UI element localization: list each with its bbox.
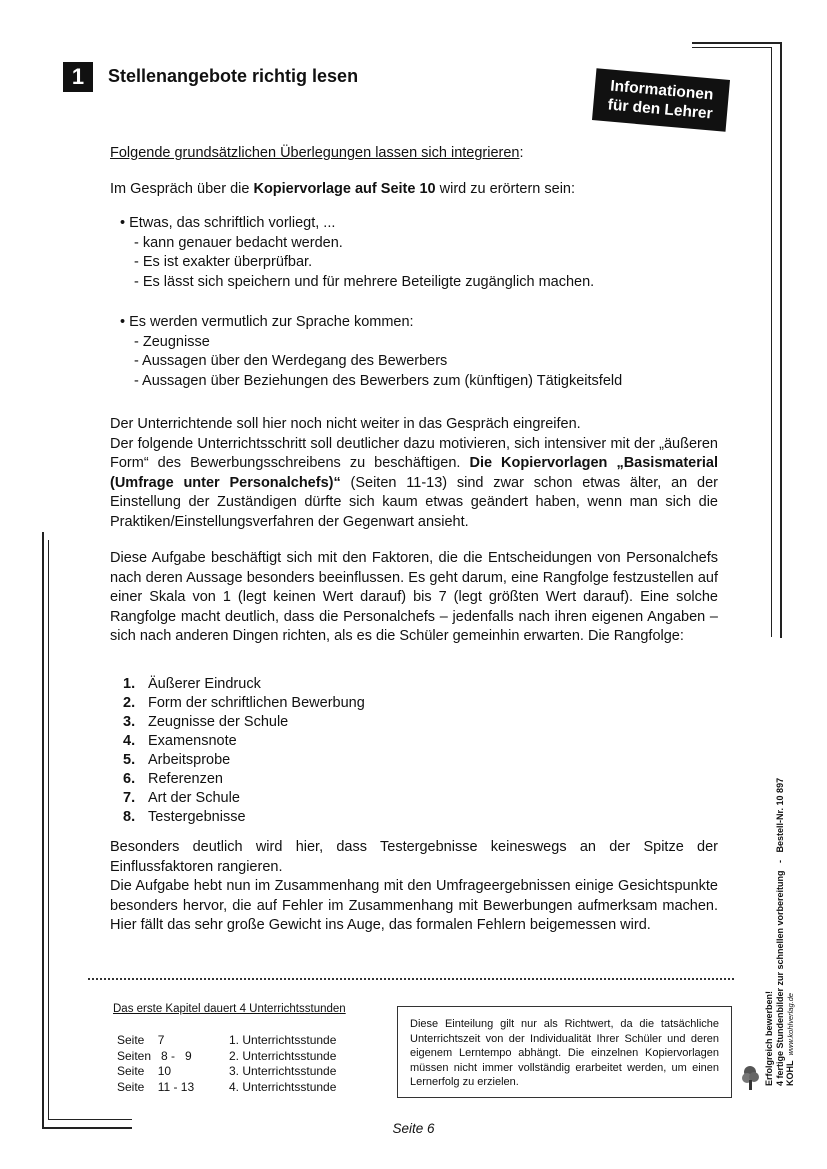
bullet-2-item: - Zeugnisse [134,333,210,350]
sidebar-vertical-text [764,778,797,1086]
badge-line-2: für den Lehrer [607,96,714,123]
bullet-2-label: • Es werden vermutlich zur Sprache kommen: [120,314,414,330]
ranking-num: 4. [123,733,136,749]
ranking-item [123,694,718,713]
chapter-title: Stellenangebote richtig lesen [108,66,359,86]
paragraph-4: Die Aufgabe hebt nun im Zusammenhang mit den Umfrageergebnissen einige Gesichtspunkte besonders hervor, die auf Fehler im Zusammenhang mit Bewerbungen aufmerksam machen. Hier fällt das sehr große Gewicht ins Auge, das formalen Fehlern beigemessen wird. [110,878,718,933]
schedule-pages: Seite 7 [117,1033,165,1047]
note-box: Diese Einteilung gilt nur als Richtwert, da die tatsächliche Unterrichtszeit von der Individualität Ihrer Schüler und deren eigenem Lerntempo abhängt. Die einzelnen Kopiervorlagen müssen nicht immer vollständig erarbeitet werden, um einen Lernerfolg zu erzielen. [397,1006,732,1098]
ranking-item [123,713,718,732]
sidebar-publisher-line [785,778,797,1086]
schedule-row [117,1033,336,1049]
chapter-number: 1 [63,62,93,92]
sidebar-publisher: KOHL [785,1060,795,1086]
intro-heading-text: Folgende grundsätzlichen Überlegungen lassen sich integrieren [110,145,520,161]
ranking-num: 7. [123,790,136,806]
dotted-separator [88,978,734,980]
sidebar-line-1: Erfolgreich bewerben! [764,990,774,1086]
paragraph-1 [110,415,718,532]
bullet-1-item: - Es lässt sich speichern und für mehrere Beteiligte zugänglich machen. [134,273,595,290]
ranking-num: 5. [123,752,136,768]
schedule-lesson: 2. Unterrichtsstunde [229,1048,337,1063]
ranking-list [110,675,718,827]
ranking-num: 1. [123,676,136,692]
schedule-table [117,1033,336,1095]
para1-bold: Die Kopiervorlagen „Basismaterial (Umfrage unter Personalchefs)“ [110,455,718,491]
lead-post: wird zu erörtern sein: [435,181,576,197]
ranking-item [123,732,718,751]
sidebar-url: www.kohlverlag.de [786,992,795,1056]
ranking-label: Äußerer Eindruck [148,676,261,692]
schedule-lesson: 1. Unterrichtsstunde [229,1033,337,1047]
schedule-lesson: 3. Unterrichtsstunde [229,1064,337,1078]
bullet-1-item: - kann genauer bedacht werden. [134,234,343,251]
ranking-label: Examensnote [148,733,237,749]
badge-line-1: Informationen [609,77,715,104]
bullet-group-2 [110,313,718,391]
ranking-num: 6. [123,771,136,787]
schedule-title: Das erste Kapitel dauert 4 Unterrichtsstunden [113,1003,346,1015]
ranking-label: Art der Schule [148,790,240,806]
ranking-item [123,675,718,694]
bullet-1-label: • Etwas, das schriftlich vorliegt, ... [120,215,336,231]
schedule-row [117,1049,336,1065]
frame-left-vertical [42,532,44,1128]
paragraph-3: Besonders deutlich wird hier, dass Testergebnisse keineswegs an der Spitze der Einflussfaktoren rangieren. [110,839,718,875]
para1-pre: Der folgende Unterrichtsschritt soll deutlicher dazu motivieren, sich intensiver mit der „äußeren Form“ des Bewerbungsschreibens zu beschäftigen. [110,435,718,471]
bullet-group-1 [110,214,718,292]
lead-bold: Kopiervorlage auf Seite 10 [253,181,436,197]
schedule-pages: Seiten 8 - 9 [117,1048,192,1063]
frame-bottom-left-horizontal-inner [48,1119,132,1120]
schedule-pages: Seite 11 - 13 [117,1079,195,1094]
frame-right-vertical-inner [771,47,772,637]
para1-post: (Seiten 11-13) sind zwar schon etwas älter, an der Einstellung der Zuständigen dürfte sich kaum etwas geändert haben, wenn man sich die Praktiken/Einstellungsverfahren der Gegenwart ansieht. [110,474,719,530]
schedule-row [117,1064,336,1080]
ranking-item [123,808,718,827]
paragraph-3-4 [110,838,718,936]
ranking-item [123,751,718,770]
schedule-row [117,1080,336,1096]
schedule-lesson: 4. Unterrichtsstunde [229,1079,337,1094]
bullet-2-item: - Aussagen über den Werdegang des Bewerbers [134,353,448,369]
intro-heading [110,144,718,164]
ranking-label: Form der schriftlichen Bewerbung [148,695,365,711]
intro-heading-colon: : [519,145,524,161]
bullet-1-item: - Es ist exakter überprüfbar. [134,254,313,270]
frame-right-vertical [780,42,782,638]
paragraph-1-text [110,435,718,533]
sidebar-line-2: 4 fertige Stundenbilder zur schnellen vorbereitung - Bestell-Nr. 10 897 [774,777,785,1086]
page-number: Seite 6 [392,1121,435,1136]
teacher-info-badge [592,68,730,131]
ranking-label: Testergebnisse [148,809,246,825]
discussion-lead [110,180,718,200]
ranking-label: Referenzen [148,771,223,787]
ranking-label: Arbeitsprobe [148,752,231,768]
ranking-item [123,789,718,808]
ranking-num: 2. [123,695,136,711]
frame-top-right-horizontal [692,42,782,44]
ranking-num: 3. [123,714,136,730]
ranking-label: Zeugnisse der Schule [148,714,289,730]
bullet-2-item: - Aussagen über Beziehungen des Bewerbers zum (künftigen) Tätigkeitsfeld [134,372,623,389]
paragraph-1-line-1: Der Unterrichtende soll hier noch nicht weiter in das Gespräch eingreifen. [110,416,581,432]
frame-left-vertical-inner [48,540,49,1120]
frame-top-right-horizontal-inner [692,47,772,48]
ranking-num: 8. [123,809,136,825]
schedule-pages: Seite 10 [117,1064,172,1078]
ranking-item [123,770,718,789]
lead-pre: Im Gespräch über die [110,181,254,197]
paragraph-2: Diese Aufgabe beschäftigt sich mit den Faktoren, die die Entscheidungen von Personalchefs nach deren Aussage besonders beeinflussen. Es geht darum, eine Rangfolge festzustellen auf einer Skala von 1 (legt keinen Wert darauf) bis 7 (legt größten Wert darauf). Eine solche Rangfolge macht deutlich, dass die Personalchefs – jedenfalls nach ihren eigenen Angaben – sich nach anderen Dingen richten, als es die Schüler gemeinhin erwarten. Die Rangfolge: [110,550,718,644]
